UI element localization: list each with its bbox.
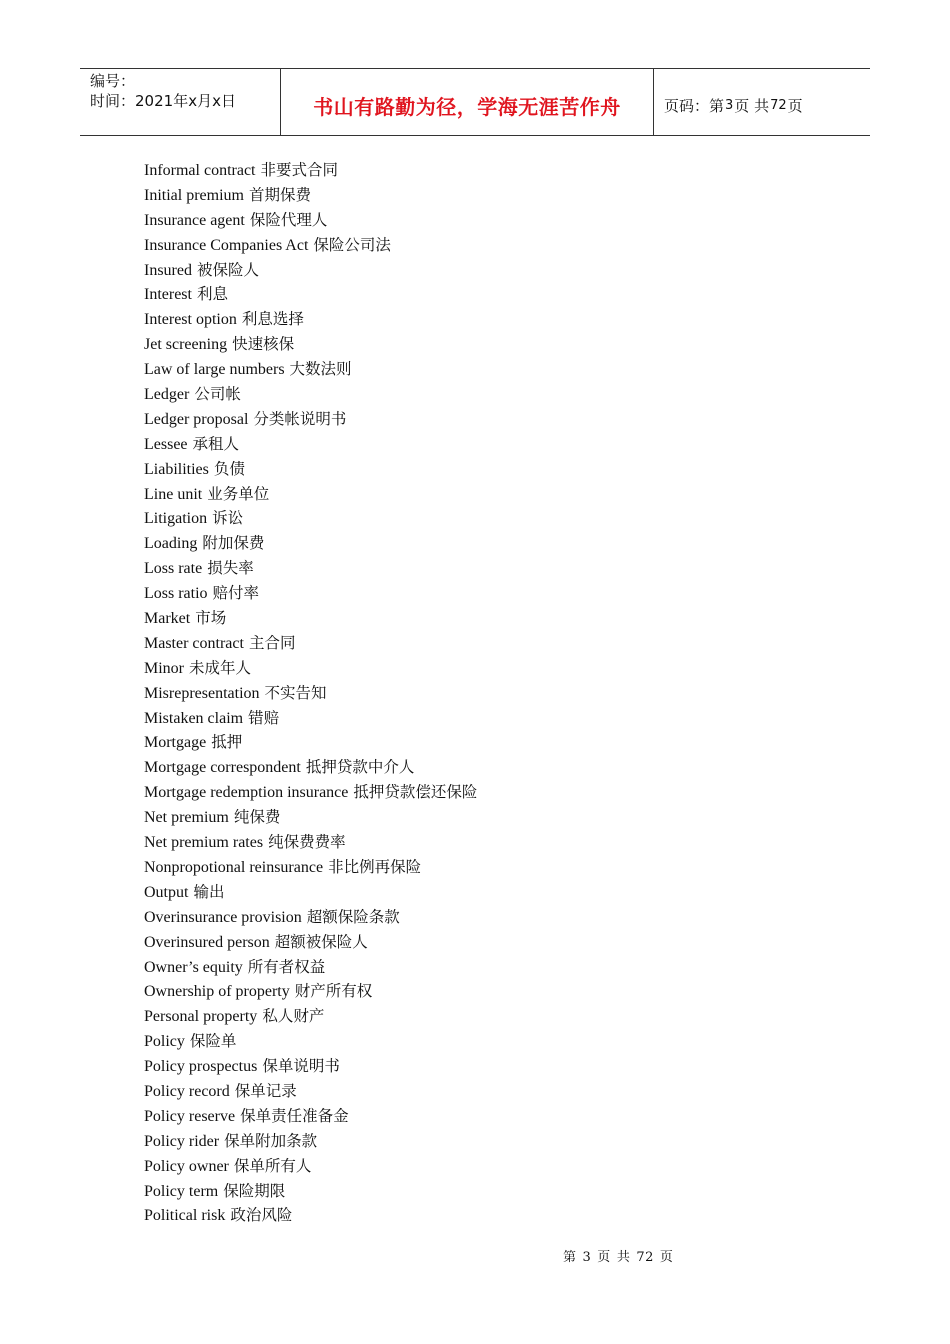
glossary-entry bbox=[144, 158, 477, 183]
glossary-entry bbox=[144, 556, 477, 581]
glossary-entry bbox=[144, 805, 477, 830]
glossary-entry bbox=[144, 357, 477, 382]
footer-total: 72 bbox=[636, 1250, 654, 1265]
glossary-entry bbox=[144, 706, 477, 731]
glossary-entry bbox=[144, 382, 477, 407]
entry-english: Minor bbox=[144, 659, 184, 677]
motto-text: 书山有路勤为径，学海无涯苦作舟 bbox=[313, 94, 621, 119]
entry-english: Insured bbox=[144, 261, 192, 279]
glossary-entry bbox=[144, 755, 477, 780]
entry-english: Mortgage correspondent bbox=[144, 759, 301, 777]
page-prefix: 页码：第 bbox=[664, 96, 725, 115]
entry-chinese: 错赔 bbox=[248, 708, 280, 727]
page-footer bbox=[563, 1246, 679, 1265]
entry-chinese: 主合同 bbox=[248, 633, 296, 652]
entry-english: Interest bbox=[144, 286, 192, 304]
entry-english: Litigation bbox=[144, 510, 208, 528]
date-label: 时间： bbox=[90, 92, 136, 110]
glossary-entry bbox=[144, 482, 477, 507]
entry-english: Misrepresentation bbox=[144, 684, 260, 702]
glossary-entry bbox=[144, 432, 477, 457]
entry-chinese: 诉讼 bbox=[212, 509, 244, 528]
header-motto-cell bbox=[281, 69, 654, 135]
glossary-entry bbox=[144, 1154, 477, 1179]
glossary-entry bbox=[144, 307, 477, 332]
entry-chinese: 承租人 bbox=[192, 434, 240, 453]
entry-chinese: 财产所有权 bbox=[294, 982, 373, 1001]
entry-english: Policy record bbox=[144, 1082, 230, 1100]
glossary-entry bbox=[144, 855, 477, 880]
entry-english: Initial premium bbox=[144, 186, 244, 204]
entry-chinese: 首期保费 bbox=[248, 185, 311, 204]
glossary-entry bbox=[144, 407, 477, 432]
glossary-entry bbox=[144, 730, 477, 755]
glossary-entry bbox=[144, 332, 477, 357]
entry-chinese: 损失率 bbox=[207, 559, 254, 578]
entry-english: Law of large numbers bbox=[144, 361, 285, 379]
glossary-entry bbox=[144, 830, 477, 855]
entry-chinese: 公司帐 bbox=[194, 385, 241, 404]
entry-chinese: 不实告知 bbox=[264, 683, 327, 702]
glossary-entry bbox=[144, 506, 477, 531]
page-current: 3 bbox=[725, 97, 734, 113]
glossary-entry bbox=[144, 880, 477, 905]
entry-english: Nonpropotional reinsurance bbox=[144, 858, 324, 876]
serial-label: 编号： bbox=[90, 72, 136, 90]
entry-chinese: 抵押 bbox=[211, 733, 243, 752]
glossary-entry bbox=[144, 1004, 477, 1029]
glossary-entry bbox=[144, 1179, 477, 1204]
page-suffix: 页 bbox=[787, 96, 803, 115]
entry-chinese: 私人财产 bbox=[262, 1007, 325, 1026]
entry-chinese: 抵押贷款中介人 bbox=[305, 758, 415, 777]
glossary-entry bbox=[144, 681, 477, 706]
entry-chinese: 超额被保险人 bbox=[274, 932, 368, 951]
entry-chinese: 保单附加条款 bbox=[224, 1131, 318, 1150]
glossary-entry bbox=[144, 955, 477, 980]
entry-english: Lessee bbox=[144, 435, 188, 453]
entry-english: Jet screening bbox=[144, 336, 228, 354]
entry-chinese: 大数法则 bbox=[289, 360, 352, 379]
glossary-entry bbox=[144, 656, 477, 681]
entry-chinese: 输出 bbox=[193, 882, 225, 901]
entry-english: Ownership of property bbox=[144, 983, 290, 1001]
entry-english: Policy term bbox=[144, 1182, 219, 1200]
glossary-entry bbox=[144, 1054, 477, 1079]
entry-chinese: 超额保险条款 bbox=[306, 907, 400, 926]
glossary-entry bbox=[144, 979, 477, 1004]
glossary-entry bbox=[144, 780, 477, 805]
date-value: 2021年x月x日 bbox=[135, 92, 236, 110]
glossary-entry bbox=[144, 1029, 477, 1054]
entry-english: Loss ratio bbox=[144, 585, 208, 603]
page-mid: 页 共 bbox=[734, 96, 770, 115]
footer-di: 第 bbox=[563, 1250, 577, 1265]
entry-chinese: 赔付率 bbox=[212, 584, 260, 603]
entry-chinese: 业务单位 bbox=[207, 484, 270, 503]
entry-english: Informal contract bbox=[144, 162, 256, 179]
entry-english: Loading bbox=[144, 535, 198, 553]
entry-chinese: 纯保费 bbox=[233, 808, 281, 827]
entry-english: Insurance Companies Act bbox=[144, 236, 309, 254]
glossary-entry bbox=[144, 1079, 477, 1104]
entry-english: Mistaken claim bbox=[144, 709, 244, 727]
entry-english: Policy prospectus bbox=[144, 1058, 258, 1076]
entry-chinese: 非比例再保险 bbox=[328, 857, 422, 876]
glossary-entry bbox=[144, 1104, 477, 1129]
glossary-entry bbox=[144, 631, 477, 656]
entry-english: Net premium rates bbox=[144, 834, 264, 852]
entry-english: Overinsured person bbox=[144, 933, 270, 951]
entry-chinese: 利息 bbox=[196, 285, 228, 304]
entry-chinese: 附加保费 bbox=[202, 534, 265, 553]
entry-english: Political risk bbox=[144, 1207, 226, 1225]
glossary-entry bbox=[144, 581, 477, 606]
entry-english: Personal property bbox=[144, 1008, 258, 1026]
entry-chinese: 保单记录 bbox=[234, 1081, 297, 1100]
entry-chinese: 保单说明书 bbox=[262, 1057, 340, 1076]
entry-chinese: 保险代理人 bbox=[249, 210, 328, 229]
entry-english: Interest option bbox=[144, 311, 237, 329]
entry-english: Policy owner bbox=[144, 1157, 229, 1175]
entry-english: Insurance agent bbox=[144, 211, 245, 229]
entry-chinese: 市场 bbox=[195, 609, 227, 628]
entry-chinese: 保单所有人 bbox=[233, 1156, 312, 1175]
footer-ye2: 页 bbox=[659, 1250, 674, 1265]
glossary-entry bbox=[144, 531, 477, 556]
entry-english: Mortgage bbox=[144, 734, 207, 752]
entry-english: Master contract bbox=[144, 634, 244, 652]
glossary-entry bbox=[144, 208, 477, 233]
glossary-entry bbox=[144, 1203, 477, 1228]
entry-english: Policy bbox=[144, 1033, 185, 1051]
entry-english: Net premium bbox=[144, 809, 229, 827]
entry-chinese: 快速核保 bbox=[232, 335, 295, 354]
entry-english: Line unit bbox=[144, 485, 203, 503]
glossary-entry bbox=[144, 930, 477, 955]
entry-chinese: 保险公司法 bbox=[313, 235, 391, 254]
entry-chinese: 所有者权益 bbox=[247, 957, 326, 976]
entry-chinese: 保险单 bbox=[189, 1032, 237, 1051]
glossary-entry bbox=[144, 905, 477, 930]
footer-gong: 共 bbox=[616, 1250, 631, 1265]
page-header bbox=[80, 68, 870, 136]
footer-ye: 页 bbox=[597, 1250, 611, 1265]
entry-chinese: 非要式合同 bbox=[260, 161, 339, 179]
entry-english: Ledger bbox=[144, 386, 190, 404]
date-line bbox=[90, 91, 280, 111]
footer-current: 3 bbox=[582, 1250, 592, 1265]
entry-chinese: 保险期限 bbox=[223, 1181, 286, 1200]
glossary-entry bbox=[144, 606, 477, 631]
header-page-cell bbox=[654, 69, 870, 135]
entry-english: Policy rider bbox=[144, 1132, 220, 1150]
entry-english: Liabilities bbox=[144, 460, 209, 478]
entry-chinese: 负债 bbox=[213, 459, 245, 478]
glossary-entry bbox=[144, 183, 477, 208]
entry-chinese: 分类帐说明书 bbox=[253, 409, 347, 428]
entry-english: Output bbox=[144, 883, 189, 901]
glossary-entry bbox=[144, 457, 477, 482]
glossary-list bbox=[144, 158, 477, 1228]
page-total: 72 bbox=[770, 97, 787, 113]
entry-chinese: 抵押贷款偿还保险 bbox=[353, 783, 478, 802]
entry-english: Loss rate bbox=[144, 560, 203, 578]
entry-chinese: 利息选择 bbox=[241, 310, 304, 329]
glossary-entry bbox=[144, 233, 477, 258]
entry-english: Ledger proposal bbox=[144, 410, 249, 428]
glossary-entry bbox=[144, 282, 477, 307]
entry-chinese: 被保险人 bbox=[196, 260, 259, 279]
entry-english: Overinsurance provision bbox=[144, 908, 302, 926]
header-meta-cell bbox=[80, 69, 281, 135]
glossary-entry bbox=[144, 1129, 477, 1154]
entry-chinese: 政治风险 bbox=[230, 1206, 293, 1225]
entry-chinese: 纯保费费率 bbox=[268, 833, 346, 852]
entry-english: Market bbox=[144, 610, 191, 628]
entry-english: Policy reserve bbox=[144, 1107, 236, 1125]
entry-english: Mortgage redemption insurance bbox=[144, 784, 349, 802]
entry-chinese: 保单责任准备金 bbox=[240, 1106, 349, 1125]
glossary-entry bbox=[144, 258, 477, 283]
entry-chinese: 未成年人 bbox=[189, 658, 252, 677]
entry-english: Owner’s equity bbox=[144, 958, 243, 976]
